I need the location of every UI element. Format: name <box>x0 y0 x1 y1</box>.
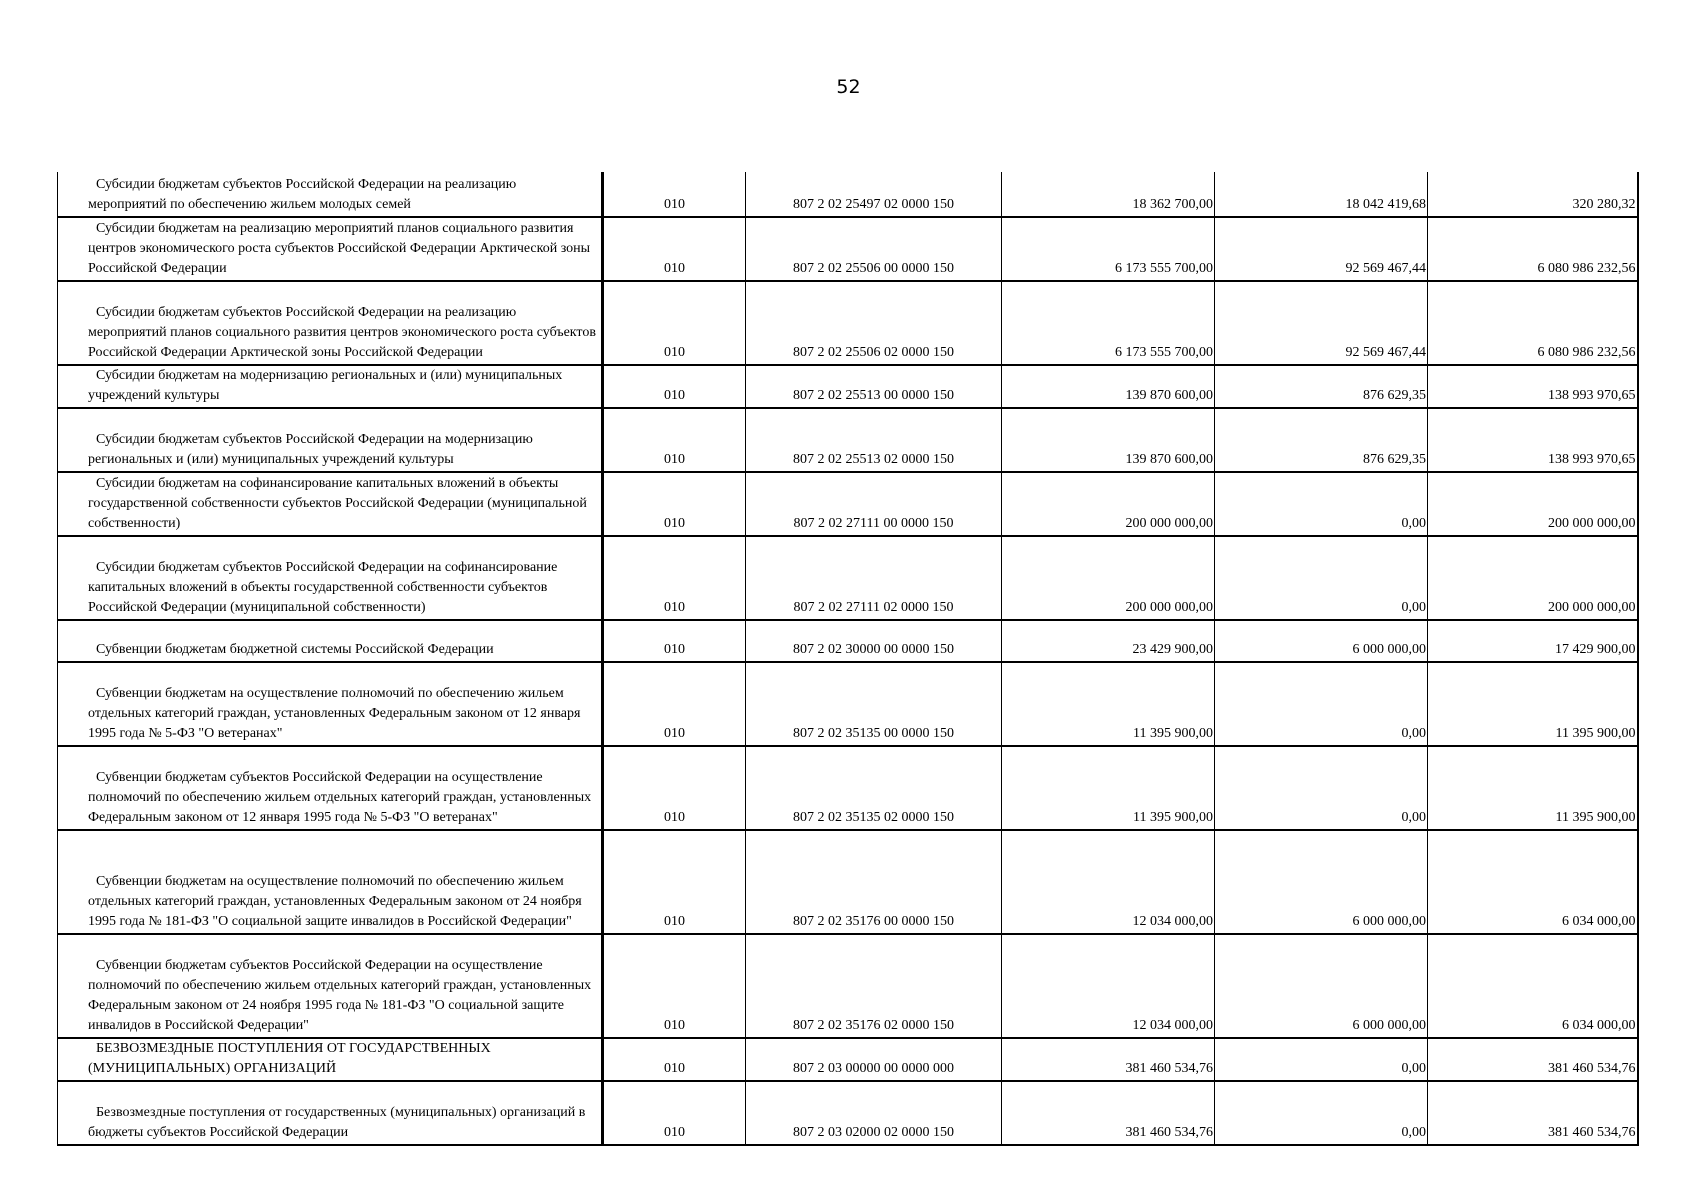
row-executed: 18 042 419,68 <box>1215 172 1428 217</box>
row-line-code: 010 <box>603 536 746 620</box>
row-unexecuted: 11 395 900,00 <box>1428 746 1638 830</box>
table-row <box>58 408 1638 472</box>
row-name: Субсидии бюджетам субъектов Российской Федерации на реализацию мероприятий планов социального развития центров экономического роста субъектов Российской Федерации Арктической зоны Российской Федерации <box>58 281 603 365</box>
row-name: Субвенции бюджетам бюджетной системы Российской Федерации <box>58 620 603 662</box>
row-line-code: 010 <box>603 934 746 1038</box>
row-approved: 6 173 555 700,00 <box>1002 217 1215 281</box>
row-budget-code: 807 2 03 02000 02 0000 150 <box>746 1081 1002 1145</box>
row-budget-code: 807 2 02 30000 00 0000 150 <box>746 620 1002 662</box>
row-budget-code: 807 2 02 25513 00 0000 150 <box>746 365 1002 408</box>
row-name: Субвенции бюджетам субъектов Российской Федерации на осуществление полномочий по обеспечению жильем отдельных категорий граждан, установленных Федеральным законом от 12 января 1995 года № 5-ФЗ "О ветеранах" <box>58 746 603 830</box>
row-name: Субсидии бюджетам субъектов Российской Федерации на модернизацию региональных и (или) муниципальных учреждений культуры <box>58 408 603 472</box>
row-unexecuted: 11 395 900,00 <box>1428 662 1638 746</box>
row-name: Субсидии бюджетам на софинансирование капитальных вложений в объекты государственной собственности субъектов Российской Федерации (муниципальной собственности) <box>58 472 603 536</box>
row-unexecuted: 200 000 000,00 <box>1428 472 1638 536</box>
table-row <box>58 934 1638 1038</box>
row-budget-code: 807 2 02 27111 00 0000 150 <box>746 472 1002 536</box>
row-executed: 6 000 000,00 <box>1215 830 1428 934</box>
row-approved: 381 460 534,76 <box>1002 1081 1215 1145</box>
row-name: Субсидии бюджетам на реализацию мероприятий планов социального развития центров экономического роста субъектов Российской Федерации Арктической зоны Российской Федерации <box>58 217 603 281</box>
row-executed: 92 569 467,44 <box>1215 281 1428 365</box>
row-executed: 0,00 <box>1215 746 1428 830</box>
row-line-code: 010 <box>603 1081 746 1145</box>
row-line-code: 010 <box>603 408 746 472</box>
row-executed: 876 629,35 <box>1215 408 1428 472</box>
row-approved: 381 460 534,76 <box>1002 1038 1215 1081</box>
row-line-code: 010 <box>603 620 746 662</box>
row-name: Безвозмездные поступления от государственных (муниципальных) организаций в бюджеты субъектов Российской Федерации <box>58 1081 603 1145</box>
row-budget-code: 807 2 02 25513 02 0000 150 <box>746 408 1002 472</box>
table-row <box>58 281 1638 365</box>
row-line-code: 010 <box>603 172 746 217</box>
table-row <box>58 472 1638 536</box>
table-row <box>58 536 1638 620</box>
row-executed: 0,00 <box>1215 536 1428 620</box>
budget-table-body <box>58 172 1638 1145</box>
row-executed: 6 000 000,00 <box>1215 620 1428 662</box>
table-row <box>58 830 1638 934</box>
table-row <box>58 746 1638 830</box>
row-line-code: 010 <box>603 830 746 934</box>
row-line-code: 010 <box>603 472 746 536</box>
table-row <box>58 1038 1638 1081</box>
row-approved: 200 000 000,00 <box>1002 536 1215 620</box>
row-name: Субсидии бюджетам на модернизацию региональных и (или) муниципальных учреждений культуры <box>58 365 603 408</box>
budget-table <box>57 172 1639 1146</box>
row-unexecuted: 320 280,32 <box>1428 172 1638 217</box>
row-budget-code: 807 2 02 27111 02 0000 150 <box>746 536 1002 620</box>
row-unexecuted: 6 034 000,00 <box>1428 934 1638 1038</box>
row-name: Субсидии бюджетам субъектов Российской Федерации на реализацию мероприятий по обеспечению жильем молодых семей <box>58 172 603 217</box>
row-line-code: 010 <box>603 217 746 281</box>
table-row <box>58 172 1638 217</box>
row-executed: 0,00 <box>1215 472 1428 536</box>
row-line-code: 010 <box>603 365 746 408</box>
row-unexecuted: 138 993 970,65 <box>1428 365 1638 408</box>
row-unexecuted: 6 034 000,00 <box>1428 830 1638 934</box>
row-budget-code: 807 2 02 25506 02 0000 150 <box>746 281 1002 365</box>
row-executed: 0,00 <box>1215 1081 1428 1145</box>
row-line-code: 010 <box>603 1038 746 1081</box>
row-budget-code: 807 2 02 35135 00 0000 150 <box>746 662 1002 746</box>
row-executed: 92 569 467,44 <box>1215 217 1428 281</box>
row-approved: 12 034 000,00 <box>1002 830 1215 934</box>
table-row <box>58 1081 1638 1145</box>
row-approved: 23 429 900,00 <box>1002 620 1215 662</box>
row-executed: 0,00 <box>1215 662 1428 746</box>
row-budget-code: 807 2 03 00000 00 0000 000 <box>746 1038 1002 1081</box>
row-budget-code: 807 2 02 35135 02 0000 150 <box>746 746 1002 830</box>
row-executed: 876 629,35 <box>1215 365 1428 408</box>
row-executed: 0,00 <box>1215 1038 1428 1081</box>
row-line-code: 010 <box>603 746 746 830</box>
row-name: Субвенции бюджетам субъектов Российской Федерации на осуществление полномочий по обеспечению жильем отдельных категорий граждан, установленных Федеральным законом от 24 ноября 1995 года № 181-ФЗ "О социальной защите инвалидов в Российской Федерации" <box>58 934 603 1038</box>
row-line-code: 010 <box>603 281 746 365</box>
row-budget-code: 807 2 02 35176 00 0000 150 <box>746 830 1002 934</box>
row-name: БЕЗВОЗМЕЗДНЫЕ ПОСТУПЛЕНИЯ ОТ ГОСУДАРСТВЕННЫХ (МУНИЦИПАЛЬНЫХ) ОРГАНИЗАЦИЙ <box>58 1038 603 1081</box>
row-approved: 11 395 900,00 <box>1002 662 1215 746</box>
table-row <box>58 217 1638 281</box>
row-unexecuted: 6 080 986 232,56 <box>1428 217 1638 281</box>
page-number: 52 <box>836 76 861 98</box>
row-approved: 12 034 000,00 <box>1002 934 1215 1038</box>
row-unexecuted: 138 993 970,65 <box>1428 408 1638 472</box>
row-approved: 139 870 600,00 <box>1002 365 1215 408</box>
row-unexecuted: 6 080 986 232,56 <box>1428 281 1638 365</box>
row-unexecuted: 200 000 000,00 <box>1428 536 1638 620</box>
row-name: Субсидии бюджетам субъектов Российской Федерации на софинансирование капитальных вложений в объекты государственной собственности субъектов Российской Федерации (муниципальной собственности) <box>58 536 603 620</box>
table-row <box>58 662 1638 746</box>
row-approved: 18 362 700,00 <box>1002 172 1215 217</box>
row-name: Субвенции бюджетам на осуществление полномочий по обеспечению жильем отдельных категорий граждан, установленных Федеральным законом от 12 января 1995 года № 5-ФЗ "О ветеранах" <box>58 662 603 746</box>
table-row <box>58 365 1638 408</box>
row-approved: 6 173 555 700,00 <box>1002 281 1215 365</box>
row-unexecuted: 17 429 900,00 <box>1428 620 1638 662</box>
row-approved: 11 395 900,00 <box>1002 746 1215 830</box>
row-budget-code: 807 2 02 35176 02 0000 150 <box>746 934 1002 1038</box>
row-approved: 200 000 000,00 <box>1002 472 1215 536</box>
table-row <box>58 620 1638 662</box>
row-approved: 139 870 600,00 <box>1002 408 1215 472</box>
row-name: Субвенции бюджетам на осуществление полномочий по обеспечению жильем отдельных категорий граждан, установленных Федеральным законом от 24 ноября 1995 года № 181-ФЗ "О социальной защите инвалидов в Российской Федерации" <box>58 830 603 934</box>
row-unexecuted: 381 460 534,76 <box>1428 1081 1638 1145</box>
row-executed: 6 000 000,00 <box>1215 934 1428 1038</box>
row-budget-code: 807 2 02 25497 02 0000 150 <box>746 172 1002 217</box>
row-line-code: 010 <box>603 662 746 746</box>
row-unexecuted: 381 460 534,76 <box>1428 1038 1638 1081</box>
row-budget-code: 807 2 02 25506 00 0000 150 <box>746 217 1002 281</box>
